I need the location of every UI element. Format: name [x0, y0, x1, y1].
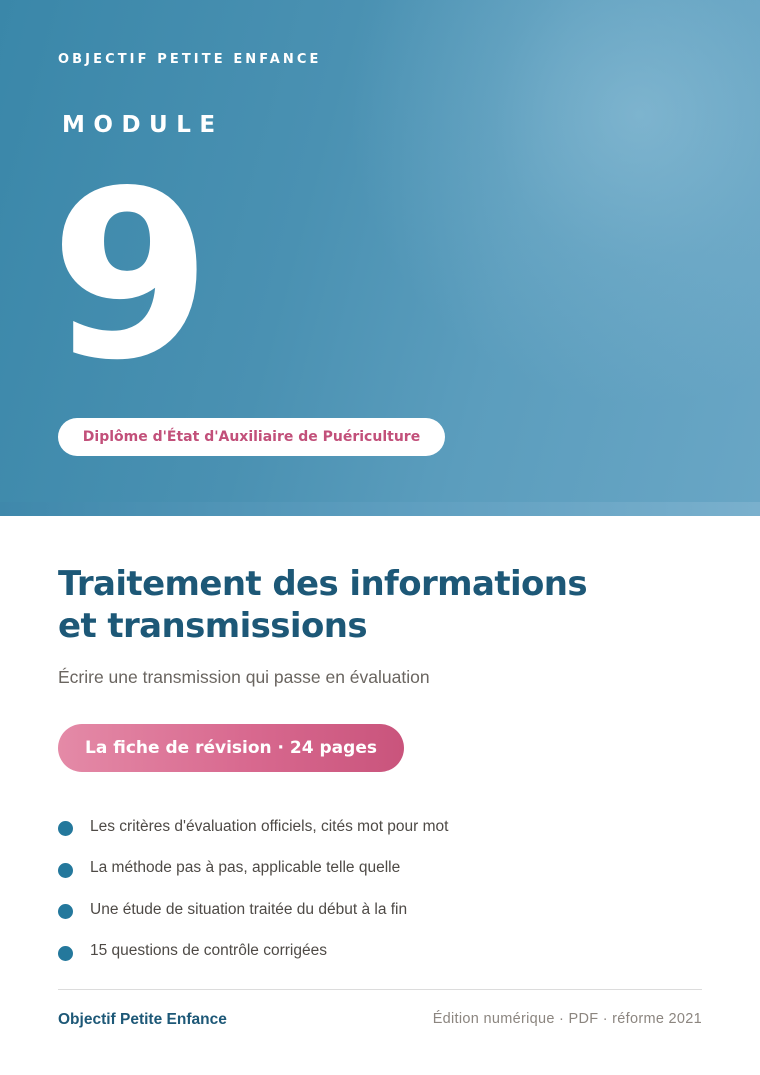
- bullet-dot-icon: [58, 904, 73, 919]
- list-item: [58, 848, 448, 890]
- bullet-dot-icon: [58, 946, 73, 961]
- list-item-text: Une étude de situation traitée du début à la fin: [90, 900, 408, 918]
- diploma-badge: Diplôme d'État d'Auxiliaire de Puériculture: [58, 418, 445, 456]
- hero-bottom-strip: [0, 502, 760, 516]
- footer-divider: [58, 989, 702, 990]
- feature-list: [58, 806, 448, 972]
- title-line-1: Traitement des informations: [58, 564, 588, 604]
- hero-banner: [0, 0, 760, 502]
- footer-brand: Objectif Petite Enfance: [58, 1011, 227, 1028]
- list-item: [58, 806, 448, 848]
- subtitle: Écrire une transmission qui passe en évaluation: [58, 667, 430, 687]
- bullet-dot-icon: [58, 821, 73, 836]
- brand-header: OBJECTIF PETITE ENFANCE: [58, 52, 322, 67]
- page-title: [58, 563, 587, 647]
- list-item-text: 15 questions de contrôle corrigées: [90, 942, 327, 960]
- footer-edition-info: Édition numérique · PDF · réforme 2021: [432, 1011, 702, 1027]
- list-item: [58, 889, 448, 931]
- module-number: 9: [50, 141, 208, 411]
- list-item-text: La méthode pas à pas, applicable telle quelle: [90, 859, 401, 877]
- revision-badge: La fiche de révision · 24 pages: [58, 724, 404, 772]
- title-line-2: et transmissions: [58, 606, 367, 646]
- list-item-text: Les critères d'évaluation officiels, cités mot pour mot: [90, 817, 449, 835]
- bullet-dot-icon: [58, 863, 73, 878]
- list-item: [58, 931, 448, 973]
- module-label: MODULE: [62, 112, 224, 138]
